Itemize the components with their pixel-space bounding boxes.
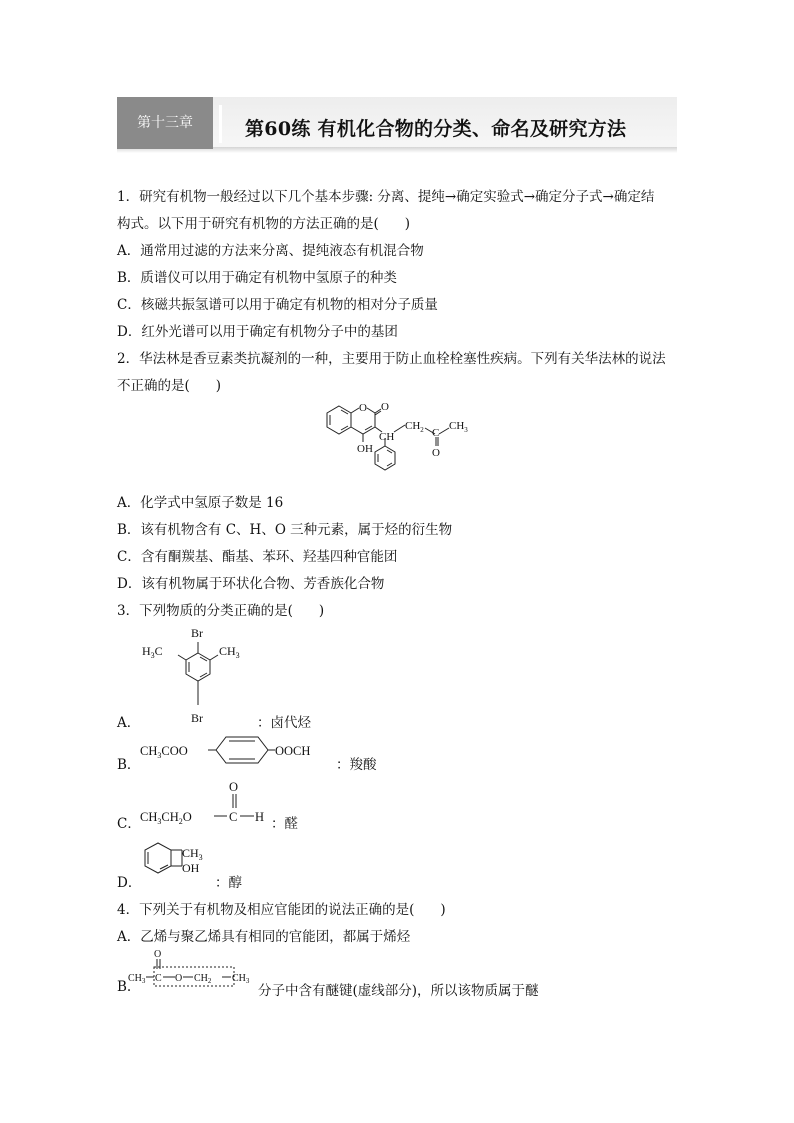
carbonyl-oxygen: O — [229, 780, 239, 794]
methyl-label: $CH_3$ — [449, 420, 468, 434]
methyl-right: $CH_3$ — [232, 973, 250, 985]
page-title: 第60练 有机化合物的分类、命名及研究方法 — [245, 118, 627, 140]
q4-stem-line — [117, 898, 446, 918]
formyloxy-group: OOCH — [275, 744, 311, 758]
q4-close: ) — [440, 902, 446, 918]
bromine-top: Br — [191, 626, 203, 640]
header-divider — [219, 105, 222, 143]
carbonyl-carbon: C — [229, 810, 238, 824]
q1-stem: 构式。以下用于研究有机物的方法正确的是( — [117, 216, 379, 232]
q2-stem-line1: 2．华法林是香豆素类抗凝剂的一种，主要用于防止血栓栓塞性疾病。下列有关华法林的说法 — [117, 351, 666, 367]
q2-stem-line2 — [117, 374, 221, 394]
carbonyl-oxygen: O — [154, 949, 162, 960]
q2-option-c: C．含有酮羰基、酯基、苯环、羟基四种官能团 — [117, 549, 398, 565]
methyl-propanoate-structure — [128, 950, 263, 994]
q1-option-a: A．通常用过滤的方法来分离、提纯液态有机混合物 — [117, 243, 424, 259]
methyl-right: $CH_3$ — [219, 644, 240, 660]
q2-stem: 不正确的是( — [117, 378, 190, 394]
chapter-label: 第十三章 — [117, 97, 213, 149]
q3-option-b-class: ：羧酸 — [336, 757, 377, 773]
methylene-label: $CH_2$ — [405, 420, 424, 434]
hydroxyl-label: OH — [357, 443, 373, 455]
bromine-bottom: Br — [191, 711, 203, 725]
q1-option-c: C．核磁共振氢谱可以用于确定有机物的相对分子质量 — [117, 297, 438, 313]
q1-option-d: D．红外光谱可以用于确定有机物分子中的基团 — [117, 324, 398, 340]
ketone-oxygen: O — [432, 447, 440, 459]
q4-option-a: A．乙烯与聚乙烯具有相同的官能团，都属于烯烃 — [117, 929, 411, 945]
methyl-label: $CH_3$ — [182, 846, 203, 862]
methyl-left: $CH_3$ — [128, 973, 146, 985]
carbonyl-carbon: C — [155, 973, 162, 984]
q3-option-b-label: B． — [117, 757, 141, 773]
dibromo-mesitylene-structure — [140, 625, 260, 725]
q2-option-b: B．该有机物含有 C、H、O 三种元素，属于烃的衍生物 — [117, 522, 453, 538]
q3-option-a-label: A． — [117, 715, 141, 731]
methylene-label: $CH_2$ — [194, 973, 212, 985]
q3-option-c-label: C． — [117, 816, 141, 832]
q3-stem-line — [117, 599, 324, 619]
chapter-header — [117, 97, 677, 149]
ketone-carbon: C — [432, 427, 440, 439]
q1-stem-line1: 1．研究有机物一般经过以下几个基本步骤: 分离、提纯→确定实验式→确定分子式→确定结 — [117, 189, 655, 205]
q3-option-c-class: ：醛 — [271, 816, 298, 832]
q1-close: ) — [404, 216, 411, 232]
warfarin-structure — [315, 396, 485, 488]
q4-option-b-text: 分子中含有醚键(虚线部分)，所以该物质属于醚 — [258, 983, 539, 999]
ethoxy-group: $CH_3CH_2O$ — [140, 810, 192, 826]
methine-label: CH — [379, 431, 395, 443]
ring-oxygen: O — [359, 402, 367, 414]
q1-stem-line2 — [117, 212, 410, 232]
q2-option-d: D．该有机物属于环状化合物、芳香族化合物 — [117, 576, 385, 592]
q3-option-d-label: D． — [117, 875, 142, 891]
ether-oxygen: O — [175, 973, 183, 984]
q4-option-b-label: B. — [117, 979, 132, 995]
methyl-left: $H_3C$ — [142, 644, 163, 660]
q4-stem: 4．下列关于有机物及相应官能团的说法正确的是( — [117, 902, 415, 918]
acetoxy-group: $CH_3COO$ — [140, 744, 188, 760]
q3-option-a-class: ：卤代烃 — [257, 715, 311, 731]
q3-close: ) — [318, 603, 325, 619]
carbonyl-oxygen: O — [381, 401, 389, 413]
q3-option-d-class: ：醇 — [215, 875, 242, 891]
hydroxyl-label: OH — [182, 861, 200, 875]
formyl-hydrogen: H — [255, 810, 265, 824]
q1-option-b: B．质谱仪可以用于确定有机物中氢原子的种类 — [117, 270, 397, 286]
q3-stem: 3．下列物质的分类正确的是( — [117, 603, 293, 619]
q2-option-a: A．化学式中氢原子数是 16 — [117, 495, 284, 511]
q2-close: ) — [215, 378, 222, 394]
